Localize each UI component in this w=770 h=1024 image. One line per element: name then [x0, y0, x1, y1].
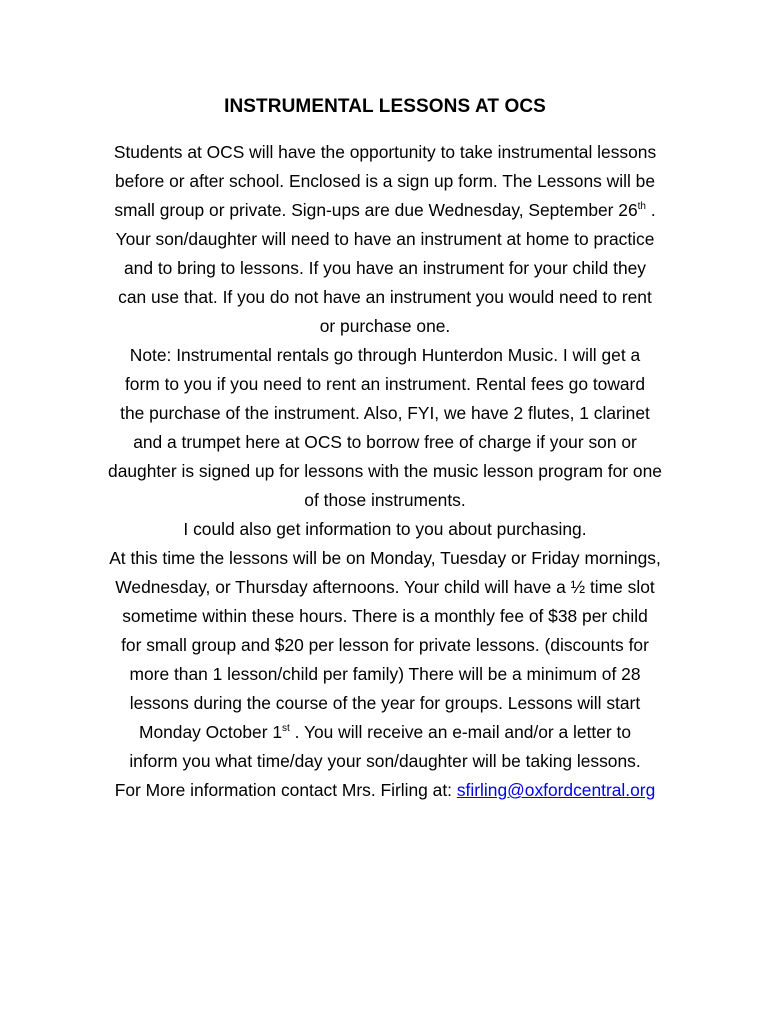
- start-date-line: [60, 718, 710, 747]
- schedule-line: more than 1 lesson/child per family) There will be a minimum of 28: [129, 664, 641, 684]
- text-line: before or after school. Enclosed is a sign up form. The Lessons will be: [114, 171, 656, 191]
- schedule-line: Wednesday, or Thursday afternoons. Your child will have a ½ time slot: [115, 577, 655, 597]
- text-line: can use that. If you do not have an instrument you would need to rent: [118, 287, 652, 307]
- note-line: the purchase of the instrument. Also, FYI, we have 2 flutes, 1 clarinet: [120, 403, 650, 423]
- signup-deadline-text: small group or private. Sign-ups are due Wednesday, September 26: [114, 200, 638, 220]
- document-body: [60, 138, 710, 805]
- document-title: INSTRUMENTAL LESSONS AT OCS: [224, 96, 546, 117]
- text-line: or purchase one.: [319, 316, 451, 336]
- signup-deadline-line: [60, 196, 710, 225]
- inform-line: inform you what time/day your son/daughter will be taking lessons.: [129, 751, 641, 771]
- contact-email-link[interactable]: sfirling@oxfordcentral.org: [456, 780, 656, 800]
- schedule-line: lessons during the course of the year for groups. Lessons will start: [129, 693, 641, 713]
- note-line: form to you if you need to rent an instrument. Rental fees go toward: [124, 374, 646, 394]
- note-line: Note: Instrumental rentals go through Hunterdon Music. I will get a: [129, 345, 641, 365]
- schedule-line: sometime within these hours. There is a monthly fee of $38 per child: [122, 606, 648, 626]
- text-line: Your son/daughter will need to have an instrument at home to practice: [115, 229, 655, 249]
- ordinal-suffix: th: [637, 201, 646, 212]
- start-date-text: Monday October 1: [138, 722, 283, 742]
- start-date-rest: . You will receive an e-mail and/or a letter to: [289, 722, 632, 742]
- contact-line: [60, 776, 710, 805]
- ordinal-suffix: st: [282, 723, 290, 734]
- signup-deadline-end: .: [645, 200, 656, 220]
- note-line: and a trumpet here at OCS to borrow free of charge if your son or: [133, 432, 637, 452]
- purchasing-line: I could also get information to you about purchasing.: [183, 519, 587, 539]
- contact-text: For More information contact Mrs. Firling at:: [114, 780, 457, 800]
- text-line: and to bring to lessons. If you have an instrument for your child they: [123, 258, 646, 278]
- schedule-line: At this time the lessons will be on Monday, Tuesday or Friday mornings,: [109, 548, 661, 568]
- note-line: of those instruments.: [304, 490, 466, 510]
- note-line: daughter is signed up for lessons with the music lesson program for one: [108, 461, 662, 481]
- text-line: Students at OCS will have the opportunity to take instrumental lessons: [113, 142, 657, 162]
- schedule-line: for small group and $20 per lesson for private lessons. (discounts for: [121, 635, 649, 655]
